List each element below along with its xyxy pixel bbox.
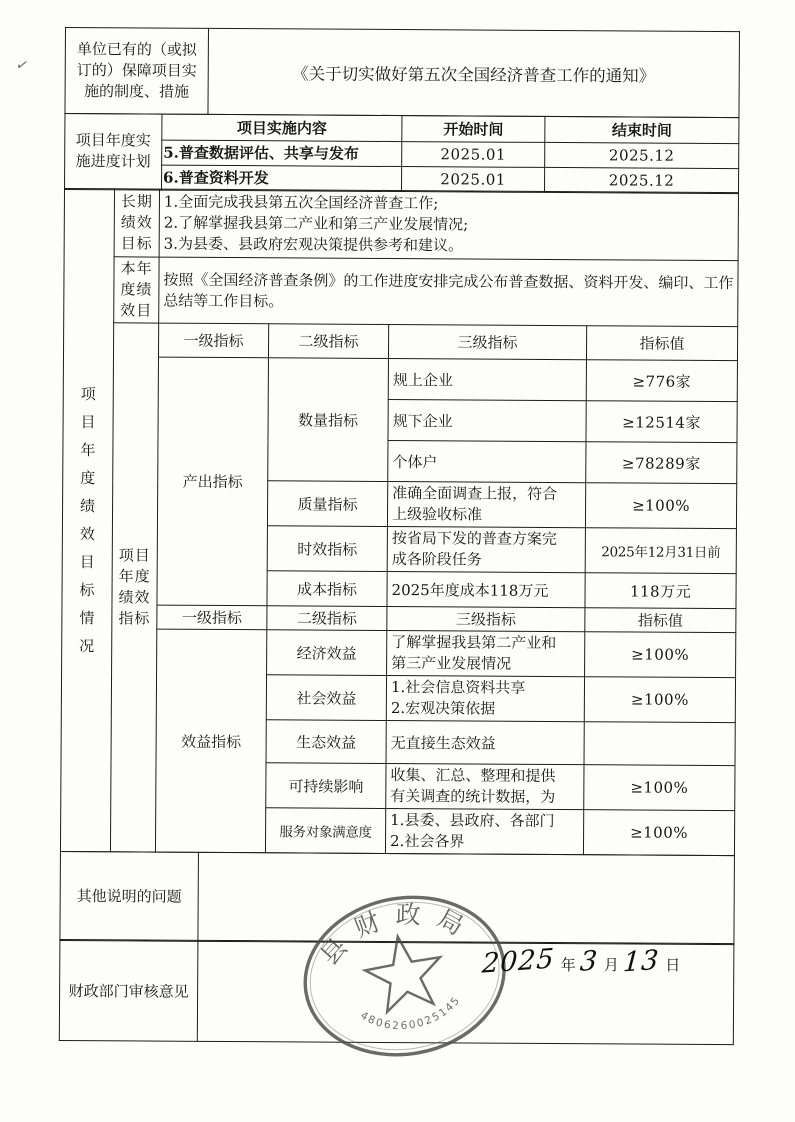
benefit-level2-cell: 经济效益 — [267, 630, 387, 676]
indicator-name-cell: 规上企业 — [388, 358, 586, 400]
review-date-year: 2025 — [480, 943, 556, 980]
guarantee-band — [64, 27, 740, 118]
schedule-row-start: 2025.01 — [402, 141, 545, 167]
schedule-label-cell: 项目年度实 施进度计划 — [65, 113, 162, 190]
other-notes-label-cell: 其他说明的问题 — [60, 851, 199, 941]
indicator-name-cell: 无直接生态效益 — [386, 720, 584, 764]
indicators-header2-value: 指标值 — [585, 608, 736, 633]
indicators-header-l2: 二级指标 — [268, 324, 388, 359]
finance-review-label-cell: 财政部门审核意见 — [59, 939, 198, 1041]
indicator-value-cell: 2025年12月31日前 — [585, 528, 736, 574]
annual-goal-label: 本年度绩效目 — [120, 259, 153, 320]
indicator-value-cell: ≥100% — [583, 810, 734, 856]
review-date — [480, 943, 684, 980]
indicator-value-cell — [584, 722, 735, 766]
indicator-value-cell: ≥776家 — [586, 360, 737, 402]
indicator-name-cell: 规下企业 — [388, 399, 586, 441]
output-level1-cell: 产出指标 — [157, 357, 269, 606]
timeliness-level2-cell: 时效指标 — [267, 526, 387, 572]
review-date-year-unit: 年 — [560, 956, 576, 974]
svg-text:4806260025145 — [357, 992, 467, 1040]
indicator-name-cell: 个体户 — [388, 440, 586, 482]
indicator-value-cell: ≥12514家 — [586, 401, 737, 443]
indicator-name-cell: 2025年度成本118万元 — [387, 571, 585, 607]
stamp-arc-text: 县财政局 — [314, 899, 481, 971]
long-term-label: 长期绩效目标 — [120, 192, 153, 253]
annual-goal-content-cell: 按照《全国经济普查条例》的工作进度安排完成公布普查数据、资料开发、编印、工作总结等工作目标。 — [159, 257, 738, 327]
performance-band — [60, 188, 739, 856]
stamp-serial: 4806260025145 — [358, 993, 464, 1033]
indicator-name-cell: 了解掌握我县第二产业和 第三产业发展情况 — [387, 630, 585, 676]
benefit-level1-cell: 效益指标 — [155, 629, 266, 853]
indicators-header2-l2: 二级指标 — [267, 606, 387, 631]
benefit-level2-cell: 服务对象满意度 — [265, 808, 385, 854]
cost-level2-cell: 成本指标 — [267, 571, 387, 607]
quality-level2-cell: 质量指标 — [267, 481, 387, 527]
indicator-name-cell: 收集、汇总、整理和提供 有关调查的统计数据，为 — [386, 763, 584, 809]
indicators-header2-l3: 三级指标 — [387, 606, 585, 631]
guarantee-content-cell: 《关于切实做好第五次全国经济普查工作的通知》 — [208, 28, 740, 117]
review-date-day: 13 — [621, 944, 661, 979]
pen-mark: ✓ — [14, 54, 31, 76]
benefit-level2-cell: 社会效益 — [266, 675, 386, 721]
indicators-label: 项目年度绩效指标 — [118, 546, 151, 628]
schedule-header-content: 项目实施内容 — [162, 114, 402, 141]
indicators-header-value: 指标值 — [586, 326, 737, 361]
indicator-name-cell: 准确全面调查上报，符合 上级验收标准 — [387, 481, 585, 527]
review-date-month-unit: 月 — [603, 956, 619, 974]
schedule-row-start: 2025.01 — [402, 166, 545, 192]
long-term-label-cell — [114, 189, 159, 257]
indicator-value-cell: ≥78289家 — [586, 442, 737, 484]
performance-section-label: 项目年度绩效目标情况 — [79, 385, 96, 656]
review-date-day-unit: 日 — [665, 956, 681, 974]
schedule-header-start: 开始时间 — [402, 115, 545, 142]
indicator-name-cell: 按省局下发的普查方案完 成各阶段任务 — [387, 526, 585, 572]
schedule-band — [64, 112, 739, 193]
stamp-star-icon — [360, 930, 447, 1014]
indicators-header-l1: 一级指标 — [158, 323, 268, 358]
indicator-value-cell: ≥100% — [585, 483, 736, 529]
performance-section-label-cell — [60, 189, 114, 852]
long-term-content-cell: 1.全面完成我县第五次全国经济普查工作; 2.了解掌握我县第二产业和第三产业发展情况; 3.为县委、县政府宏观决策提供参考和建议。 — [159, 189, 738, 261]
benefit-level2-cell: 可持续影响 — [266, 763, 386, 809]
indicators-header2-l1: 一级指标 — [157, 605, 267, 630]
indicators-label-cell — [110, 323, 158, 852]
indicator-value-cell: 118万元 — [585, 573, 736, 609]
annual-goal-label-cell — [114, 257, 159, 323]
schedule-row-end: 2025.12 — [545, 142, 739, 168]
indicators-header-l3: 三级指标 — [388, 324, 586, 359]
indicator-value-cell: ≥100% — [584, 765, 735, 811]
guarantee-label-cell: 单位已有的（或拟 订的）保障项目实 施的制度、措施 — [65, 28, 209, 115]
schedule-row-end: 2025.12 — [545, 167, 739, 193]
schedule-row-content: 6.普查资料开发 — [162, 165, 402, 191]
indicator-value-cell: ≥100% — [585, 632, 736, 678]
indicator-name-cell: 1.社会信息资料共享 2.宏观决策依据 — [386, 675, 584, 721]
benefit-level2-cell: 生态效益 — [266, 720, 386, 764]
indicator-value-cell: ≥100% — [584, 677, 735, 723]
quantity-level2-cell: 数量指标 — [268, 358, 389, 482]
review-date-month: 3 — [578, 945, 599, 978]
schedule-header-end: 结束时间 — [545, 116, 739, 143]
schedule-row-content: 5.普查数据评估、共享与发布 — [162, 140, 402, 166]
indicator-name-cell: 1.县委、县政府、各部门 2.社会各界 — [385, 808, 583, 854]
